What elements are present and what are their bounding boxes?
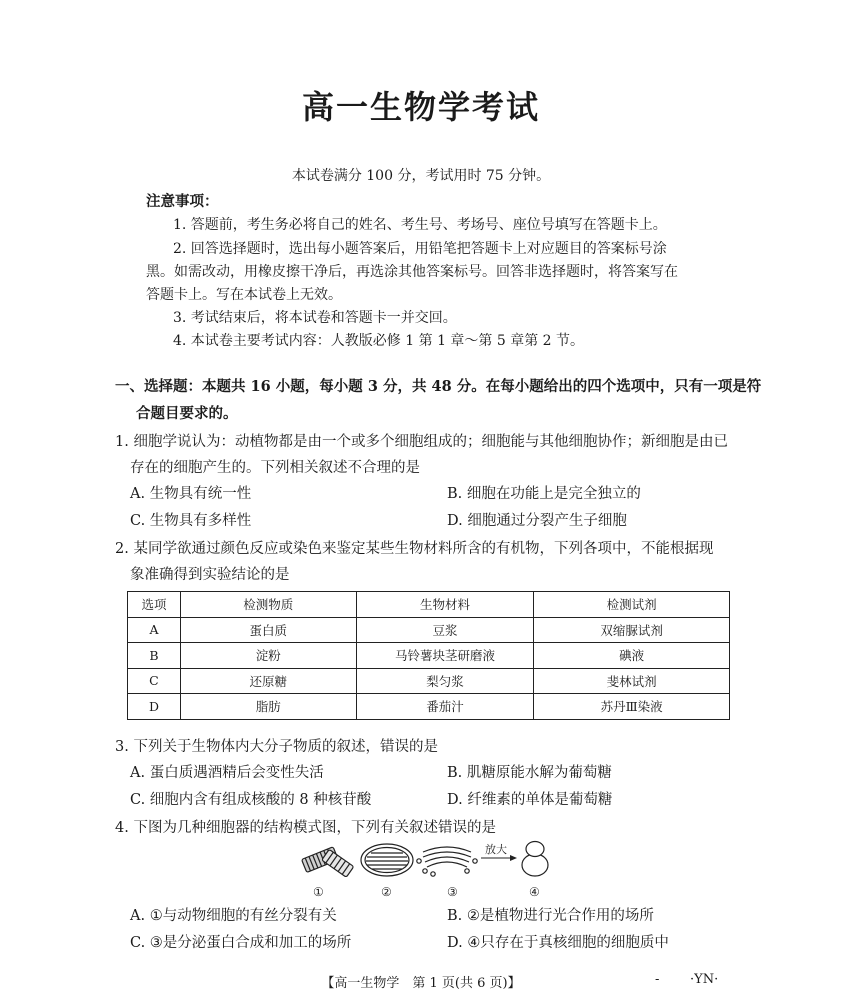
chloroplast-illustration [361, 844, 413, 876]
table-cell: 番茄汁 [356, 694, 534, 720]
table-header-cell: 选项 [128, 592, 181, 618]
table-cell: 脂肪 [180, 694, 356, 720]
q3-option-c: C. 细胞内含有组成核酸的 8 种核苷酸 [130, 792, 372, 808]
table-cell: 苏丹Ⅲ染液 [534, 694, 730, 720]
q1-stem-cont: 存在的细胞产生的。下列相关叙述不合理的是 [130, 460, 420, 476]
q1-option-a: A. 生物具有统一性 [130, 486, 252, 502]
q4-option-d: D. ④只存在于真核细胞的细胞质中 [447, 935, 669, 951]
footer-code: ·YN· [690, 972, 719, 987]
section-heading-cont: 合题目要求的。 [136, 405, 238, 422]
figure-label-4: ④ [529, 885, 540, 899]
table-cell: 双缩脲试剂 [534, 617, 730, 643]
q4-option-c: C. ③是分泌蛋白合成和加工的场所 [130, 935, 352, 951]
footer-dash: - [655, 972, 660, 987]
table-row [128, 668, 730, 694]
q3-option-d: D. 纤维素的单体是葡萄糖 [447, 792, 613, 808]
table-row [128, 694, 730, 720]
arrow-label: 放大 [485, 843, 507, 856]
centriole-illustration [302, 847, 354, 877]
q3-option-a: A. 蛋白质遇酒精后会变性失活 [130, 765, 324, 781]
q3-stem: 3. 下列关于生物体内大分子物质的叙述，错误的是 [115, 739, 438, 755]
q4-stem: 4. 下图为几种细胞器的结构模式图，下列有关叙述错误的是 [115, 820, 496, 836]
exam-info: 本试卷满分 100 分，考试用时 75 分钟。 [291, 168, 551, 184]
organelle-diagram [295, 840, 565, 900]
table-cell: A [128, 617, 181, 643]
notice-line-6: 4. 本试卷主要考试内容：人教版必修 1 第 1 章～第 5 章第 2 节。 [173, 333, 585, 349]
q4-option-b: B. ②是植物进行光合作用的场所 [447, 908, 654, 924]
notice-heading: 注意事项： [146, 193, 219, 210]
table-row [128, 643, 730, 669]
table-header-cell: 检测物质 [180, 592, 356, 618]
table-header-cell: 检测试剂 [534, 592, 730, 618]
table-header-row [128, 592, 730, 618]
q1-option-d: D. 细胞通过分裂产生子细胞 [447, 513, 627, 529]
figure-label-3: ③ [447, 885, 458, 899]
table-cell: 斐林试剂 [534, 668, 730, 694]
table-cell: B [128, 643, 181, 669]
q3-option-b: B. 肌糖原能水解为葡萄糖 [447, 765, 612, 781]
page-footer: 【高一生物学 第 1 页(共 6 页)】 [321, 976, 521, 991]
notice-line-1: 1. 答题前，考生务必将自己的姓名、考生号、考场号、座位号填写在答题卡上。 [173, 217, 667, 233]
table-cell: 豆浆 [356, 617, 534, 643]
notice-line-3: 黑。如需改动，用橡皮擦干净后，再选涂其他答案标号。回答非选择题时，将答案写在 [146, 264, 678, 280]
figure-label-1: ① [313, 885, 324, 899]
table-cell: 淀粉 [180, 643, 356, 669]
page-title: 高一生物学考试 [301, 88, 540, 126]
table-header-cell: 生物材料 [356, 592, 534, 618]
ribosome-illustration [522, 842, 548, 877]
notice-line-5: 3. 考试结束后，将本试卷和答题卡一并交回。 [173, 310, 457, 326]
table-cell: C [128, 668, 181, 694]
notice-line-4: 答题卡上。写在本试卷上无效。 [146, 287, 342, 303]
table-cell: 碘液 [534, 643, 730, 669]
table-cell: D [128, 694, 181, 720]
reagent-table [127, 591, 730, 720]
organelle-figure [295, 840, 565, 900]
table-row [128, 617, 730, 643]
table-cell: 梨匀浆 [356, 668, 534, 694]
q4-option-a: A. ①与动物细胞的有丝分裂有关 [130, 908, 337, 924]
table-cell: 蛋白质 [180, 617, 356, 643]
q1-option-c: C. 生物具有多样性 [130, 513, 252, 529]
q1-option-b: B. 细胞在功能上是完全独立的 [447, 486, 641, 502]
table-cell: 还原糖 [180, 668, 356, 694]
figure-label-2: ② [381, 885, 392, 899]
q2-stem-cont: 象准确得到实验结论的是 [130, 567, 290, 583]
q2-stem: 2. 某同学欲通过颜色反应或染色来鉴定某些生物材料所含的有机物，下列各项中，不能根据现 [115, 541, 714, 557]
q1-stem: 1. 细胞学说认为：动植物都是由一个或多个细胞组成的；细胞能与其他细胞协作；新细胞是由已 [115, 434, 728, 450]
section-heading: 一、选择题：本题共 16 小题，每小题 3 分，共 48 分。在每小题给出的四个选项中，只有一项是符 [115, 378, 762, 395]
notice-line-2: 2. 回答选择题时，选出每小题答案后，用铅笔把答题卡上对应题目的答案标号涂 [173, 241, 667, 257]
table-cell: 马铃薯块茎研磨液 [356, 643, 534, 669]
